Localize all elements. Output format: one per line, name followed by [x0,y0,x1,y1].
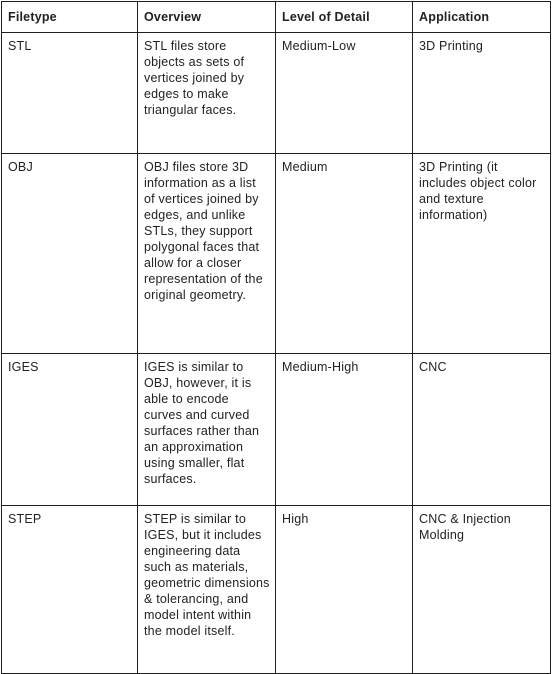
cell-application: CNC [413,354,551,506]
filetype-comparison-table [1,1,551,674]
cell-level-of-detail: Medium-High [276,354,413,506]
cell-level-of-detail: Medium-Low [276,33,413,154]
table-row [2,154,551,354]
table-row [2,506,551,674]
table-row [2,33,551,154]
cell-level-of-detail: High [276,506,413,674]
cell-application: 3D Printing [413,33,551,154]
header-filetype: Filetype [2,2,138,33]
cell-overview: STL files store objects as sets of vertices joined by edges to make triangular faces. [138,33,276,154]
cell-overview: OBJ files store 3D information as a list of vertices joined by edges, and unlike STLs, they support polygonal faces that allow for a closer representation of the original geometry. [138,154,276,354]
cell-filetype: OBJ [2,154,138,354]
cell-filetype: IGES [2,354,138,506]
header-application: Application [413,2,551,33]
cell-overview: IGES is similar to OBJ, however, it is able to encode curves and curved surfaces rather than an approximation using smaller, flat surfaces. [138,354,276,506]
cell-application: CNC & Injection Molding [413,506,551,674]
cell-level-of-detail: Medium [276,154,413,354]
header-level-of-detail: Level of Detail [276,2,413,33]
header-overview: Overview [138,2,276,33]
cell-overview: STEP is similar to IGES, but it includes engineering data such as materials, geometric dimensions & tolerancing, and model intent within the model itself. [138,506,276,674]
cell-application: 3D Printing (it includes object color and texture information) [413,154,551,354]
header-row [2,2,551,33]
cell-filetype: STL [2,33,138,154]
cell-filetype: STEP [2,506,138,674]
table-row [2,354,551,506]
